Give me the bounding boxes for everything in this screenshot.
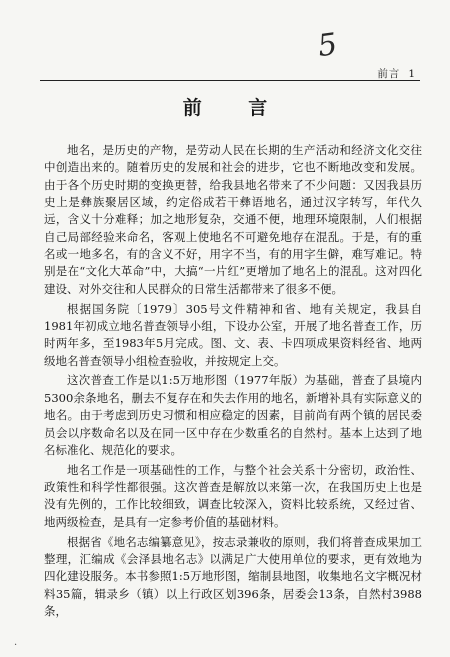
paragraph-1: 地名，是历史的产物，是劳动人民在长期的生产活动和经济文化交往中创造出来的。随着历史的发展和社会的进步，它也不断地改变和发展。由于各个历史时期的变换更替，给我县地名带来了不少问题：又因我县历史上是彝族聚居区域，约定俗成若干彝语地名，通过汉字转写，年代久远，含义十分难释；加之地形复杂，交通不便，地理环境限制，人们根据自己局部经验来命名，客观上使地名不可避免地存在混乱。于是，有的重名或一地多名，有的含义不好，用字不当，有的用字生僻，难写难记。特别是在“文化大革命”中，大搞“一片红”更增加了地名上的混乱。这对四化建设、对外交往和人民群众的日常生活都带来了很多不便。 (44, 143, 422, 296)
paragraph-3: 这次普查工作是以1:5万地形图（1977年版）为基础，普查了县境内5300余条地名，删去不复存在和失去作用的地名，新增补具有实际意义的地名。由于考虑到历史习惯和相应稳定的因素，目前尚有两个镇的居民委员会以序数命名以及在同一区中存在少数重名的自然村。基本上达到了地名标准化、规范化的要求。 (44, 373, 422, 457)
handwritten-page-mark: 5 (315, 26, 340, 65)
body-text (44, 142, 422, 623)
page-number: 1 (408, 68, 416, 80)
paragraph-4: 地名工作是一项基础性的工作，与整个社会关系十分密切，政治性、政策性和科学性都很强。这次普查是解放以来第一次，在我国历史上也是没有先例的，工作比较细致，调查比较深入，资料比较系统，又经过省、地两级检查，是具有一定参考价值的基础材料。 (44, 462, 422, 529)
paragraph-5: 根据省《地名志编纂意见》，按志录兼收的原则，我们将普查成果加工整理，汇编成《会泽县地名志》以满足广大使用单位的要求，更有效地为四化建设服务。本书参照1:5万地形图，缩制县地图，收集地名文字概况材料35篇，辑录乡（镇）以上行政区划396条，居委会13条，自然村3988条， (44, 534, 422, 618)
scan-dot: · (14, 640, 18, 651)
running-head (377, 66, 416, 81)
paragraph-2: 根据国务院〔1979〕305号文件精神和省、地有关规定，我县自1981年初成立地名普查领导小组，下设办公室，开展了地名普查工作，历时两年多，至1983年5月完成。图、文、表、卡四项成果资料经省、地两级地名普查领导小组检查验收，并按规定上交。 (44, 301, 422, 368)
running-head-title: 前言 (377, 68, 401, 80)
page-title: 前 言 (182, 97, 288, 119)
header-rule (40, 80, 420, 81)
